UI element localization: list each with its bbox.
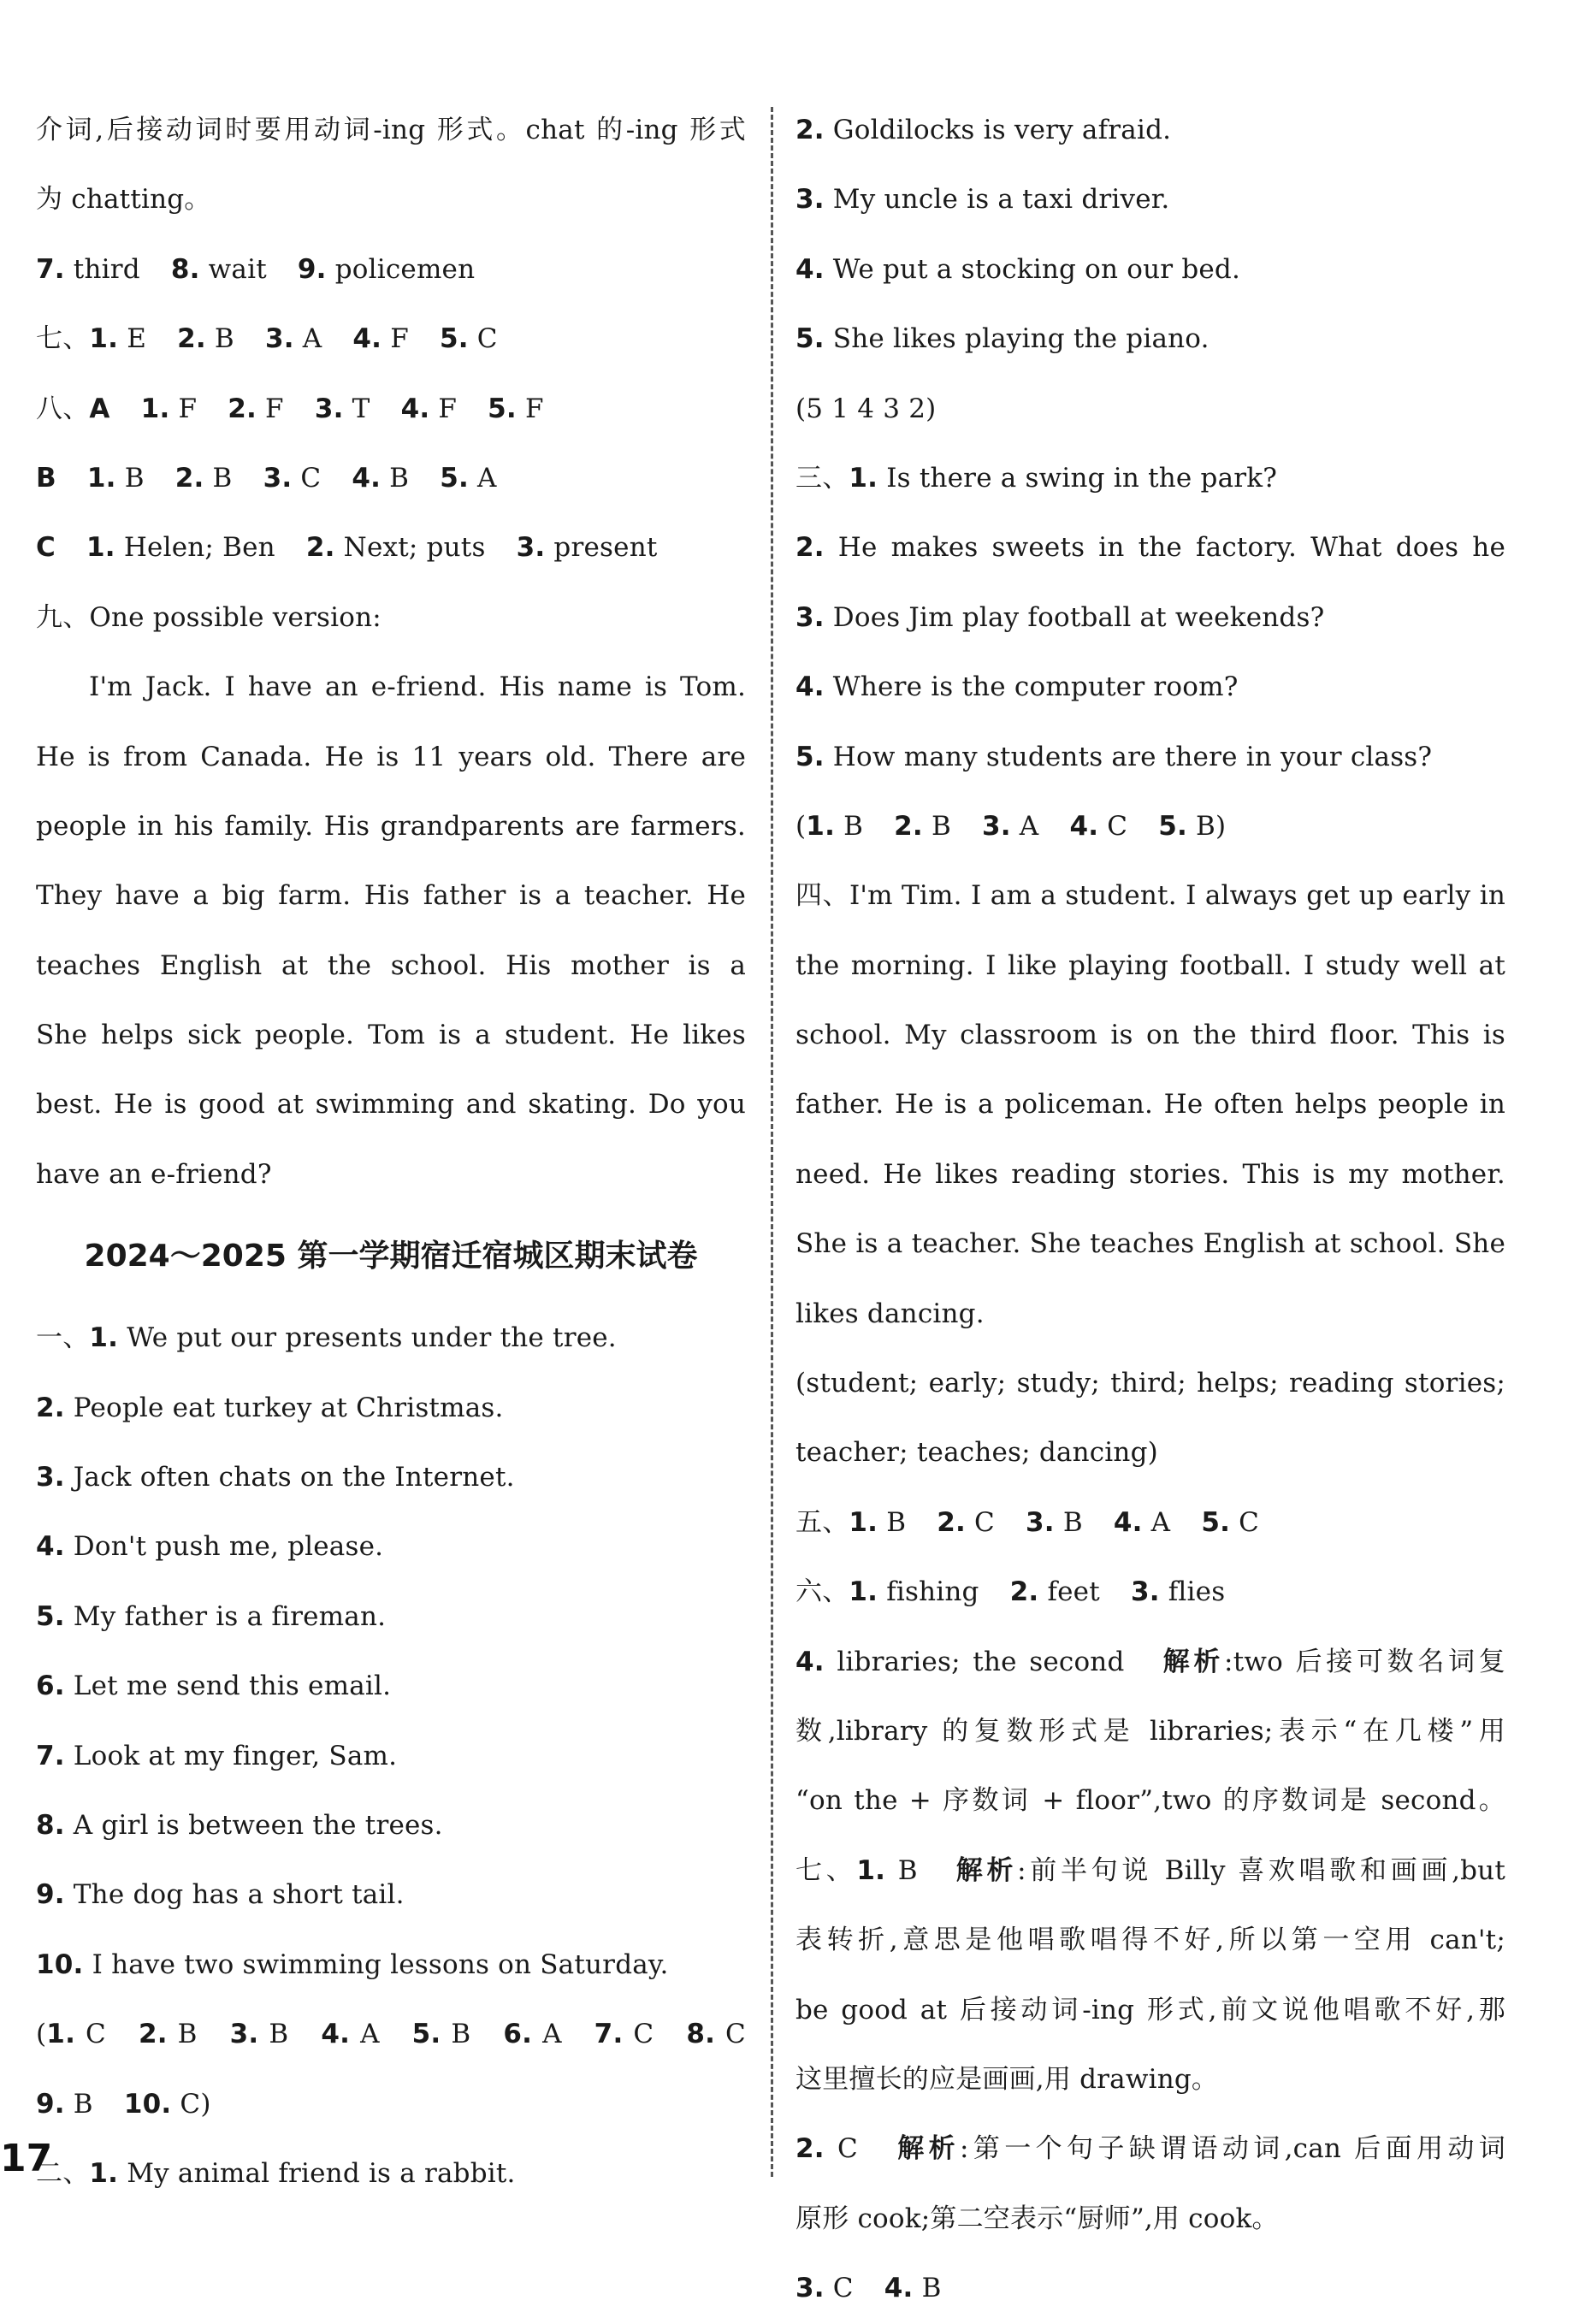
left-line-24: 8. A girl is between the trees. [36, 1809, 443, 1841]
right-line-15: need. He likes reading stories. This is my mother. [796, 1158, 1505, 1190]
right-line-16: She is a teacher. She teaches English at school. She [796, 1228, 1505, 1260]
right-line-13: school. My classroom is on the third floor. This is [796, 1020, 1505, 1051]
left-line-29: 二、1. My animal friend is a rabbit. [36, 2157, 516, 2189]
left-line-21: 5. My father is a fireman. [36, 1600, 387, 1632]
left-column [36, 96, 746, 2209]
right-line-30: 原形 cook;第二空表示“厨师”,用 cook。 [796, 2203, 1279, 2234]
right-line-18: (student; early; study; third; helps; reading stories; [796, 1368, 1505, 1399]
left-line-1: 为 chatting。 [36, 184, 211, 216]
right-line-22: 4. libraries; the second 解析:two 后接可数名词复 [796, 1646, 1505, 1677]
left-line-15: have an e-friend? [36, 1158, 272, 1190]
left-line-13: She helps sick people. Tom is a student. He likes [36, 1020, 746, 1051]
left-line-17: 一、1. We put our presents under the tree. [36, 1322, 617, 1354]
right-line-12: the morning. I like playing football. I study well at [796, 949, 1505, 981]
right-line-5: 三、1. Is there a swing in the park? [796, 462, 1278, 494]
right-line-24: “on the + 序数词 + floor”,two 的序数词是 second。 [796, 1785, 1505, 1817]
right-line-6: 2. He makes sweets in the factory. What does he [796, 532, 1505, 564]
right-line-28: 这里擅长的应是画画,用 drawing。 [796, 2063, 1219, 2095]
page-number: 17 [0, 2137, 53, 2180]
left-line-23: 7. Look at my finger, Sam. [36, 1740, 398, 1771]
left-line-26: 10. I have two swimming lessons on Saturday. [36, 1948, 669, 1980]
left-line-25: 9. The dog has a short tail. [36, 1879, 405, 1911]
left-line-7: 九、One possible version: [36, 601, 381, 633]
left-line-9: He is from Canada. He is 11 years old. There are [36, 741, 746, 772]
right-line-23: 数,library 的复数形式是 libraries;表示“在几楼”用 [796, 1715, 1505, 1747]
right-line-7: 3. Does Jim play football at weekends? [796, 601, 1325, 633]
left-line-28: 9. B 10. C) [36, 2088, 211, 2120]
right-column [796, 96, 1505, 2324]
right-line-10: (1. B 2. B 3. A 4. C 5. B) [796, 810, 1227, 842]
left-line-14: best. He is good at swimming and skating. Do you [36, 1089, 746, 1121]
right-line-26: 表转折,意思是他唱歌唱得不好,所以第一空用 can't; [796, 1925, 1505, 1956]
right-line-25: 七、1. B 解析:前半句说 Billy 喜欢唱歌和画画,but [796, 1854, 1505, 1886]
left-line-27: (1. C 2. B 3. B 4. A 5. B 6. A 7. C 8. C [36, 2019, 746, 2050]
right-line-9: 5. How many students are there in your class? [796, 741, 1433, 772]
left-line-19: 3. Jack often chats on the Internet. [36, 1462, 515, 1493]
left-line-4: 八、A 1. F 2. F 3. T 4. F 5. F [36, 393, 544, 424]
right-line-3: 5. She likes playing the piano. [796, 323, 1210, 355]
right-line-27: be good at 后接动词-ing 形式,前文说他唱歌不好,那 [796, 1994, 1505, 2025]
right-line-8: 4. Where is the computer room? [796, 671, 1239, 703]
right-line-20: 五、1. B 2. C 3. B 4. A 5. C [796, 1506, 1260, 1538]
right-line-2: 4. We put a stocking on our bed. [796, 253, 1241, 285]
right-line-21: 六、1. fishing 2. feet 3. flies [796, 1576, 1226, 1608]
left-line-18: 2. People eat turkey at Christmas. [36, 1392, 504, 1423]
left-line-2: 7. third 8. wait 9. policemen [36, 253, 476, 285]
left-line-8: I'm Jack. I have an e-friend. His name is Tom. [89, 671, 746, 703]
left-line-0: 介词,后接动词时要用动词-ing 形式。chat 的-ing 形式 [36, 115, 746, 145]
right-line-31: 3. C 4. B [796, 2273, 942, 2304]
left-line-22: 6. Let me send this email. [36, 1671, 392, 1702]
column-divider [771, 107, 773, 2177]
right-line-19: teacher; teaches; dancing) [796, 1437, 1158, 1469]
right-line-11: 四、I'm Tim. I am a student. I always get up early in [796, 880, 1505, 912]
left-line-11: They have a big farm. His father is a teacher. He [36, 880, 746, 912]
left-line-12: teaches English at the school. His mother is a [36, 949, 746, 981]
left-line-16: 2024～2025 第一学期宿迁宿城区期末试卷 [84, 1239, 698, 1274]
left-line-6: C 1. Helen; Ben 2. Next; puts 3. present [36, 532, 658, 564]
right-line-1: 3. My uncle is a taxi driver. [796, 184, 1170, 216]
right-line-4: (5 1 4 3 2) [796, 393, 937, 424]
right-line-0: 2. Goldilocks is very afraid. [796, 115, 1172, 145]
left-line-3: 七、1. E 2. B 3. A 4. F 5. C [36, 323, 498, 355]
right-line-17: likes dancing. [796, 1298, 985, 1329]
right-line-14: father. He is a policeman. He often helps people in [796, 1089, 1505, 1121]
right-line-29: 2. C 解析:第一个句子缺谓语动词,can 后面用动词 [796, 2133, 1505, 2165]
left-line-20: 4. Don't push me, please. [36, 1531, 384, 1563]
left-line-5: B 1. B 2. B 3. C 4. B 5. A [36, 462, 497, 494]
left-line-10: people in his family. His grandparents are farmers. [36, 810, 746, 842]
